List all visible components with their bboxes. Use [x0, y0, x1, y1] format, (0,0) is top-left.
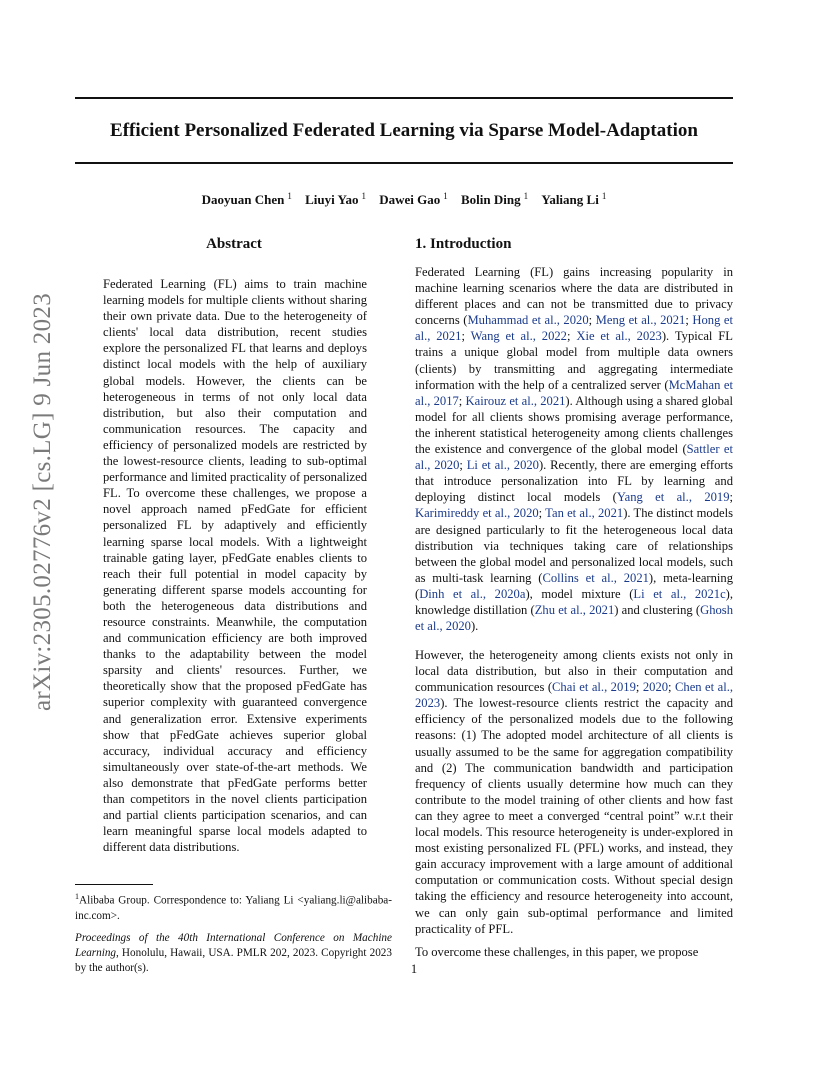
abstract-heading: Abstract [206, 236, 262, 252]
author: Daoyuan Chen $^1$ [201, 191, 292, 208]
intro-paragraph-2: However, the heterogeneity among clients exists not only in local data distribution, but also in their computation and communication resources (Chai et al., 2019; 2020; Chen et al., 2023). The lowest-resource clients restrict the capacity and efficiency of the personalized models due to the following reasons: (1) The adopted model architecture of all clients is usually assumed to be the same for aggregation compatibility and (2) The communication bandwidth and participation frequency of clients usually determine how much can they contribute to the model training of other clients and how fast can they agree to meet a converged “central point” w.r.t their local models. This resource heterogeneity is under-explored in most existing personalized FL (PFL) works, and instead, they gain accuracy improvement with a large amount of additional computation or communication costs. Without special design taking the efficiency and resource heterogeneity into account, we can only gain sub-optimal performance and limited practicality of PFL. [415, 648, 733, 936]
introduction-heading: 1. Introduction [415, 236, 512, 252]
author: Bolin Ding $^1$ [461, 191, 529, 208]
title-rule-bottom [75, 162, 733, 164]
citation-link[interactable]: Li et al., 2021c [633, 586, 726, 601]
intro-paragraph-3: To overcome these challenges, in this paper, we propose [415, 945, 699, 959]
title-rule-top [75, 97, 733, 99]
paper-title: Efficient Personalized Federated Learning via Sparse Model-Adaptation [110, 120, 698, 141]
author: Yaliang Li $^1$ [541, 191, 607, 208]
arxiv-stamp [18, 293, 68, 711]
citation-link[interactable]: Chen et al., 2023 [415, 680, 733, 711]
author: Liuyi Yao $^1$ [305, 191, 366, 208]
citation-link[interactable]: Meng et al., 2021 [595, 313, 686, 328]
citation-link[interactable]: 2020 [642, 680, 669, 695]
citation-link[interactable]: Chai et al., 2019 [552, 680, 636, 695]
citation-link[interactable]: Muhammad et al., 2020 [467, 313, 589, 328]
author: Dawei Gao $^1$ [379, 191, 448, 208]
citation-link[interactable]: Karimireddy et al., 2020 [415, 506, 539, 521]
citation-link[interactable]: Wang et al., 2022 [470, 329, 567, 344]
arxiv-stamp-text: arXiv:2305.02776v2 [cs.LG] 9 Jun 2023 [29, 293, 56, 711]
citation-link[interactable]: Hong et al., 2021 [415, 313, 733, 344]
citation-link[interactable]: Sattler et al., 2020 [415, 442, 733, 473]
citation-link[interactable]: Ghosh et al., 2020 [415, 602, 733, 634]
citation-link[interactable]: Xie et al., 2023 [576, 329, 662, 344]
citation-link[interactable]: McMahan et al., 2017 [415, 377, 734, 408]
proceedings-note: Proceedings of the 40th International Conference on Machine Learning, Honolulu, Hawaii, USA. PMLR 202, 2023. Copyright 2023 by the author(s). [75, 932, 392, 974]
citation-link[interactable]: Tan et al., 2021 [545, 506, 624, 521]
author-list [75, 191, 733, 208]
citation-link[interactable]: Yang et al., 2019 [616, 490, 730, 505]
citation-link[interactable]: Dinh et al., 2020a [419, 586, 526, 601]
affiliation-footnote: $^1$Alibaba Group. Correspondence to: Yaliang Li <yaliang.li@alibaba-inc.com>. [75, 892, 392, 922]
citation-link[interactable]: Zhu et al., 2021 [534, 602, 615, 617]
citation-link[interactable]: Li et al., 2020 [466, 458, 539, 473]
citation-link[interactable]: Kairouz et al., 2021 [465, 393, 566, 408]
citation-link[interactable]: Collins et al., 2021 [542, 570, 649, 585]
intro-paragraph-1: Federated Learning (FL) gains increasing popularity in machine learning scenarios where the data are distributed in different places and can not be transmitted due to privacy concerns (Muhammad et al., 2020; Meng et al., 2021; Hong et al., 2021; Wang et al., 2022; Xie et al., 2023). Typical FL trains a unique global model from multiple data owners (clients) by transmitting and aggregating intermediate information with the help of a centralized server (McMahan et al., 2017; Kairouz et al., 2021). Although using a shared global model for all clients shows promising average performance, the inherent statistical heterogeneity among clients challenges the existence and convergence of the global model (Sattler et al., 2020; Li et al., 2020). Recently, there are emerging efforts that introduce personalization into FL by learning and deploying distinct local models (Yang et al., 2019; Karimireddy et al., 2020; Tan et al., 2021). The distinct models are designed particularly to fit the heterogeneous local data distribution via techniques taking care of relationships between the global model and personalized local models, such as multi-task learning (Collins et al., 2021), meta-learning (Dinh et al., 2020a), model mixture (Li et al., 2021c), knowledge distillation (Zhu et al., 2021) and clustering (Ghosh et al., 2020). [415, 265, 734, 634]
page-number: 1 [410, 962, 418, 976]
footnote-rule [75, 884, 153, 885]
abstract-text: Federated Learning (FL) aims to train machine learning models for multiple clients without sharing their own private data. Due to the heterogeneity of clients' local data distribution, recent studies explore the personalized FL that learns and deploys distinct local models with the help of auxiliary global models. However, the clients can be heterogeneous in terms of not only local data distribution, but also their computation and communication resources. The capacity and efficiency of personalized models are restricted by the lowest-resource clients, leading to sub-optimal performance and limited practicality of personalized FL. To overcome these challenges, we propose a novel approach named pFedGate for efficient personalized FL by adaptively and efficiently learning sparse local models. With a lightweight trainable gating layer, pFedGate enables clients to reach their full potential in model capacity by generating different sparse models accounting for both the heterogeneous data distributions and resource constraints. Meanwhile, the computation and communication efficiency are both improved thanks to the adaptability between the model sparsity and clients' resources. Further, we theoretically show that the proposed pFedGate has superior complexity with guaranteed convergence and generalization error. Extensive experiments show that pFedGate achieves superior global accuracy, individual accuracy and efficiency simultaneously over state-of-the-art methods. We also demonstrate that pFedGate performs better than competitors in the novel clients participation and partial clients participation scenarios, and can learn meaningful sparse local models adapted to different data distributions. [103, 277, 368, 855]
